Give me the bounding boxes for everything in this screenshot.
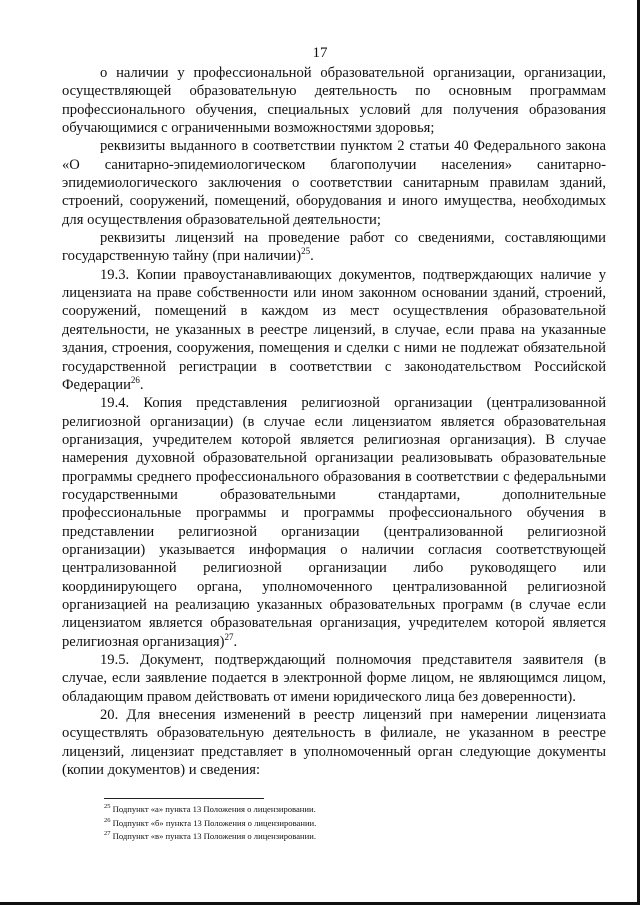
page-number: 17 bbox=[312, 45, 328, 61]
footnotes bbox=[104, 803, 524, 844]
paragraph: 20. Для внесения изменений в реестр лицензий при намерении лицензиата осуществлять образовательную деятельность в филиале, не указанном в реестре лицензий, лицензиат представляет в уполномоченный орган следующие документы (копии документов) и сведения: bbox=[62, 707, 606, 779]
paragraph: реквизиты лицензий на проведение работ со сведениями, составляющими государственную тайну (при наличии)$^{25}$. bbox=[62, 230, 606, 265]
footnote: $^{26}$ Подпункт «б» пункта 13 Положения о лицензировании. bbox=[104, 816, 317, 828]
document-body bbox=[62, 64, 606, 779]
footnote: $^{25}$ Подпункт «а» пункта 13 Положения о лицензировании. bbox=[104, 803, 316, 814]
paragraph: 19.4. Копия представления религиозной организации (централизованной религиозной организации) (в случае если лицензиатом является образовательная организация, учредителем которой является религиозная организация). В случае намерения духовной образовательной организации реализовывать образовательные программы среднего профессионального образования в соответствии с федеральными государственными образовательными стандартами, дополнительные профессиональные программы и программы профессионального обучения в представлении религиозной организации (централизованной религиозной организации) указывается информация о наличии согласия соответствующей централизованной религиозной организации либо руководящего или координирующего органа, уполномоченного централизованной религиозной организацией на реализацию указанных образовательных программ (в случае если лицензиатом является образовательная организация, учредителем которой является религиозная организация)$^{27}$. bbox=[62, 395, 606, 650]
footnote-ref: 26 bbox=[130, 374, 140, 385]
paragraph: о наличии у профессиональной образовательной организации, организации, осуществляющей образовательную деятельность по основным программам профессионального обучения, специальных условий для получения образования обучающимися с ограниченными возможностями здоровья; bbox=[62, 65, 606, 137]
footnote: $^{27}$ Подпункт «в» пункта 13 Положения о лицензировании. bbox=[104, 830, 316, 841]
footnote-ref: 25 bbox=[301, 246, 311, 257]
footnote-divider bbox=[104, 798, 264, 799]
footnote-ref: 27 bbox=[224, 631, 234, 642]
paragraph: 19.3. Копии правоустанавливающих документов, подтверждающих наличие у лицензиата на праве собственности или ином законном основании зданий, строений, сооружений, помещений в каждом из мест осуществления образовательной деятельности, не указанных в реестре лицензий, в случае, если права на указанные здания, строения, сооружения, помещения и сделки с ними не подлежат обязательной государственной регистрации в соответствии с законодательством Российской Федерации$^{26}$. bbox=[62, 266, 606, 393]
paragraph: 19.5. Документ, подтверждающий полномочия представителя заявителя (в случае, если заявление подается в электронной форме лицом, не являющимся лицом, обладающим правом действовать от имени юридического лица без доверенности). bbox=[62, 652, 606, 705]
paragraph: реквизиты выданного в соответствии пунктом 2 статьи 40 Федерального закона «О санитарно-эпидемиологическом благополучии населения» санитарно-эпидемиологического заключения о соответствии санитарным правилам зданий, строений, сооружений, помещений, оборудования и иного имущества, необходимых для осуществления образовательной деятельности; bbox=[62, 138, 606, 228]
